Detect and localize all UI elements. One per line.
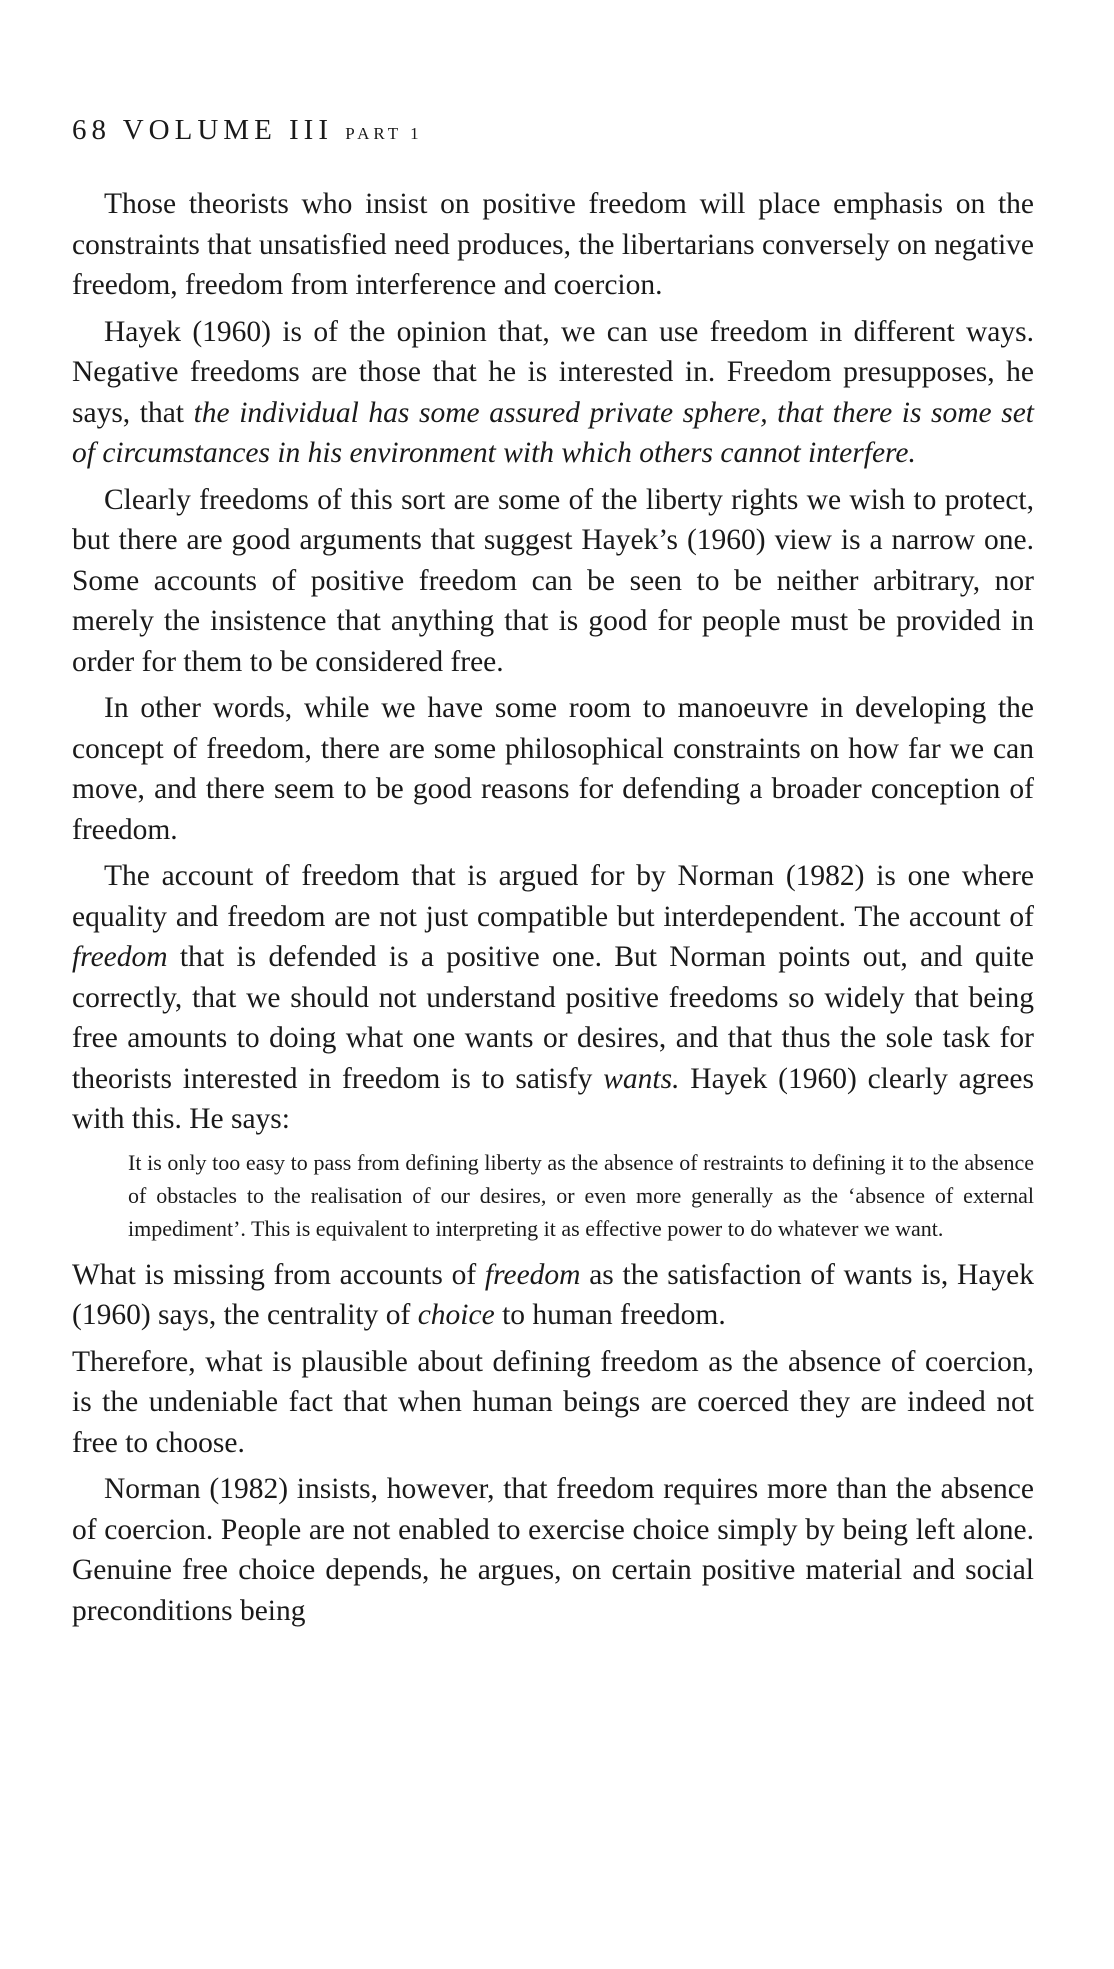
italic-text: freedom — [484, 1258, 581, 1291]
part-label: PART 1 — [345, 124, 423, 143]
paragraph — [72, 856, 1034, 1140]
book-page — [72, 110, 1034, 1637]
italic-text: wants. — [603, 1062, 680, 1095]
italic-text: the individual has some assured private sphere, that there is some set of circumstances in his environment with which others cannot interfere. — [72, 396, 1034, 469]
text-segment: to human freedom. — [494, 1299, 726, 1331]
paragraph — [72, 480, 1034, 683]
text-segment: as the satisfaction of wants is, Hayek (1960) says, the centrality of — [72, 1258, 1035, 1331]
text-segment: Therefore, what is plausible about defining freedom as the absence of coercion, is the undeniable fact that when human beings are coerced they are indeed not free to choose. — [72, 1345, 1034, 1459]
paragraph — [72, 1255, 1034, 1336]
text-segment: In other words, while we have some room to manoeuvre in developing the concept of freedom, there are some philosophical constraints on how far we can move, and there seem to be good reasons for defending a broader conception of freedom. — [72, 692, 1034, 846]
paragraphs-before-quote — [72, 184, 1034, 1140]
page-number: 68 — [72, 114, 111, 146]
italic-text: freedom — [72, 941, 168, 973]
paragraph — [72, 184, 1034, 306]
text-segment: Norman (1982) insists, however, that freedom requires more than the absence of coercion. People are not enabled to exercise choice simply by being left alone. Genuine free choice depends, he argues, on certain positive material and social preconditions being — [72, 1473, 1034, 1627]
text-segment: Hayek (1960) clearly agrees with this. He says: — [72, 1062, 1034, 1135]
text-segment: Those theorists who insist on positive freedom will place emphasis on the constraints that unsatisfied need produces, the libertarians conversely on negative freedom, freedom from interference and coercion. — [72, 188, 1034, 301]
text-segment: Hayek (1960) is of the opinion that, we can use freedom in different ways. Negative freedoms are those that he is interested in. Freedom presupposes, he says, that — [72, 315, 1034, 429]
paragraph — [72, 688, 1034, 850]
text-segment: The account of freedom that is argued for by Norman (1982) is one where equality and freedom are not just compatible but interdependent. The account of — [72, 860, 1034, 933]
volume-label: VOLUME III — [122, 114, 333, 146]
text-segment: that is defended is a positive one. But Norman points out, and quite correctly, that we should not understand positive freedoms so widely that being free amounts to doing what one wants or desires, and that thus the sole task for theorists interested in freedom is to satisfy — [72, 941, 1034, 1095]
text-segment: What is missing from accounts of — [72, 1258, 485, 1291]
text-segment: Clearly freedoms of this sort are some of the liberty rights we wish to protect, but there are good arguments that suggest Hayek’s (1960) view is a narrow one. Some accounts of positive freedom can be seen to be neither arbitrary, nor merely the insistence that anything that is good for people must be provided in order for them to be considered free. — [72, 483, 1034, 678]
block-quote: It is only too easy to pass from defining liberty as the absence of restraints to defining it to the absence of obstacles to the realisation of our desires, or even more generally as the ‘absence of external impediment’. This is equivalent to interpreting it as effective power to do whatever we want. — [128, 1149, 1034, 1241]
italic-text: choice — [417, 1299, 495, 1331]
paragraph — [72, 312, 1034, 474]
running-head — [72, 110, 1034, 154]
paragraphs-after-quote — [72, 1255, 1034, 1632]
body-text — [72, 184, 1034, 1631]
paragraph — [72, 1342, 1034, 1464]
paragraph — [72, 1469, 1034, 1631]
